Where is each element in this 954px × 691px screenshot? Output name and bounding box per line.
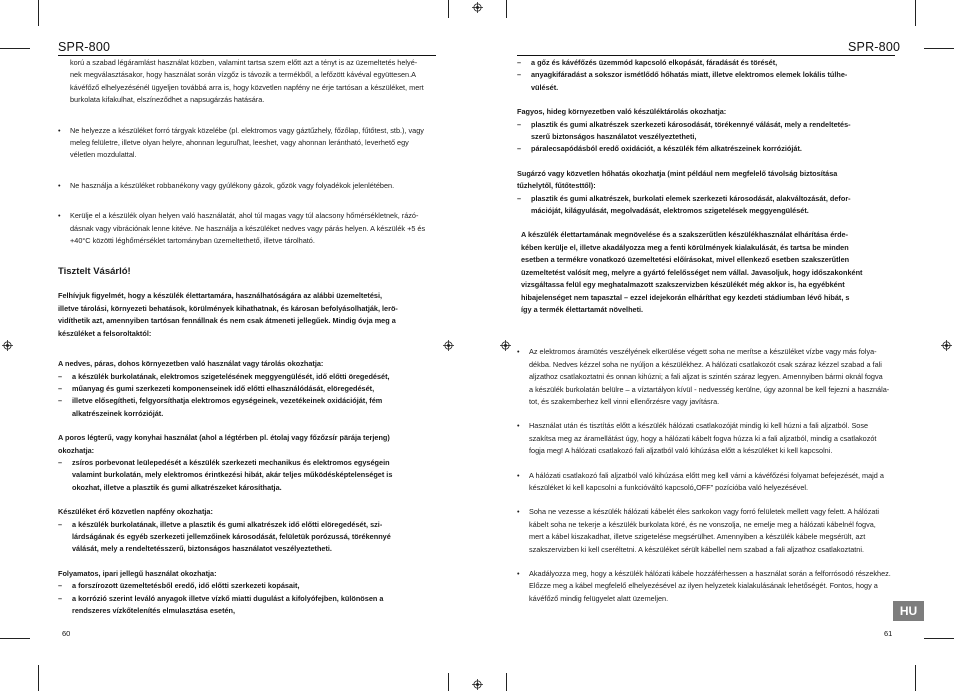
spacer	[517, 156, 894, 168]
attention-line: vidíthetik azt, amennyiben tartósan fennállnak és nem csak átmeneti jellegűek. Mindig óvja meg a	[58, 316, 396, 326]
section-title: Készüléket érő közvetlen napfény okozhatja:	[58, 507, 213, 517]
dash-icon: –	[517, 193, 522, 203]
crop-mark	[924, 48, 954, 49]
crop-mark	[506, 0, 507, 18]
spacer	[58, 107, 433, 125]
section-title: Folyamatos, ipari jellegű használat okozhatja:	[58, 568, 217, 578]
intro-paragraph	[58, 57, 433, 107]
summary-line: vizsgáltassa felül egy meghatalmazott szakszervizben készülékét még akkor is, ha egyébként	[521, 280, 845, 290]
crop-mark	[506, 673, 507, 691]
dash-line: szerű biztonságos használatot veszélyeztetheti,	[531, 132, 697, 142]
bullet-icon: •	[517, 569, 520, 578]
spacer	[517, 94, 894, 106]
dash-icon: –	[58, 581, 63, 591]
dash-line: vülését.	[531, 82, 559, 92]
bullet-line: dékba. Nedves kézzel soha ne nyúljon a készülékhez. A hálózati csatlakozót csak száraz kézzel szabad a fali	[529, 359, 882, 369]
summary-line: üzemeltetést valósít meg, melyre a gyártó felelősséget nem vállal. Javasoljuk, hogy időszakonként	[521, 267, 863, 277]
bullet-line: Az elektromos áramütés veszélyének elkerülése végett soha ne merítse a készüléket vízbe vagy más folya-	[529, 347, 877, 357]
crop-mark	[448, 0, 449, 18]
dash-item	[517, 69, 894, 94]
spacer	[58, 278, 433, 290]
dash-line: plasztik és gumi alkatrészek szerkezeti károsodását, törékennyé válását, mely a rendeltetés-	[531, 119, 851, 129]
section-title: A poros légterű, vagy konyhai használat (ahol a légtérben pl. étolaj vagy főzőzsír pärája terjeng)	[58, 433, 390, 443]
bullet-line: Előzze meg a kábel megfelelő elhelyezésével az ilyen helyzetek kialakulásának lehetőségét. Fontos, hogy a	[529, 581, 878, 591]
crop-mark	[0, 638, 30, 639]
dash-item	[58, 383, 433, 395]
crop-mark	[448, 673, 449, 691]
model-title-right: SPR-800	[848, 40, 901, 54]
dash-item	[58, 371, 433, 383]
summary-line: hibajelenséget nem tapasztal – ezzel idejekorán elháríthat egy kezdeti stádiumban lévő hibát, s	[521, 292, 850, 302]
bullet-item	[517, 470, 894, 495]
dash-line: műanyag és gumi szerkezeti komponenseinek idő előtti elhasználódását, elöregedését,	[72, 383, 375, 393]
spacer	[58, 340, 433, 358]
registration-mark-icon	[443, 340, 454, 351]
dash-line: válását, mely a rendeltetésszerű, biztonságos használatot veszélyeztetheti.	[72, 544, 332, 554]
dash-line: alkatrészeinek korrózióját.	[72, 408, 164, 418]
section-heading: Tisztelt Vásárló!	[58, 266, 131, 278]
bullet-line: Akadályozza meg, hogy a készülék hálózati kábele hozzáférhessen a használat során a felforrósodó részekhez.	[529, 569, 891, 578]
dash-line: plasztik és gumi alkatrészek, burkolati elemek szerkezeti károsodását, alakváltozását, defor-	[531, 193, 851, 203]
section-title: Sugárzó vagy közvetlen hőhatás okozhatja (mint például nem megfelelő távolság biztosítása	[517, 168, 838, 178]
bullet-item	[517, 420, 894, 457]
bullet-line: Soha ne vezesse a készülék hálózati kábelét éles sarkokon vagy forró felületek mellett vagy felett. A hálózati	[529, 507, 880, 517]
crop-mark	[924, 638, 954, 639]
spacer	[517, 556, 894, 568]
dash-icon: –	[517, 70, 522, 80]
dash-item	[58, 593, 433, 618]
bullet-line: +40°C közötti léghőmérséklet tartományban üzemeltethető, illetve tárolható.	[70, 236, 315, 246]
dash-item	[517, 143, 894, 155]
intro-line: korú a szabad légáramlást használat közben, valamint tartsa szem előtt azt a tényt is az üzemeltetés helyé-	[70, 58, 418, 67]
bullet-icon: •	[517, 470, 520, 480]
dash-icon: –	[517, 119, 522, 129]
dash-item	[58, 395, 433, 420]
registration-mark-icon	[941, 340, 952, 351]
dash-icon: –	[517, 144, 522, 154]
bullet-line: szakítsa meg az áramellátást úgy, hogy a hálózati kábelt fogva húzza ki a fali aljzatból, mindig a csatlakozót	[529, 433, 877, 443]
spacer	[58, 420, 433, 432]
bullet-icon: •	[517, 507, 520, 517]
left-page-content	[58, 57, 433, 617]
page-number-left: 60	[62, 629, 71, 638]
section-title: Fagyos, hideg környezetben való készüléktárolás okozhatja:	[517, 107, 727, 117]
section-title: okozhatja:	[58, 445, 95, 455]
model-title-left: SPR-800	[58, 40, 111, 54]
spacer	[58, 247, 433, 265]
bullet-item	[58, 180, 433, 192]
summary-line: így a termék élettartamát növelheti.	[521, 304, 644, 314]
attention-line: Felhívjuk figyelmét, hogy a készülék élettartamára, használhatóságára az alábbi üzemeltetési,	[58, 291, 383, 301]
spacer	[517, 217, 894, 229]
registration-mark-icon	[2, 340, 13, 351]
dash-item	[517, 119, 894, 144]
bullet-line: kábelt soha ne tekerje a készülék burkolata köré, és ne vonszolja, ne emelje meg a hálózati kábelnél fogva,	[529, 519, 876, 529]
bullet-line: Használat után és tisztítás előtt a készülék hálózati csatlakozóját mindig ki kell húzni a fali aljzatból. Sose	[529, 421, 869, 431]
spacer	[517, 458, 894, 470]
dash-line: anyagkifáradást a sokszor ismétlődő hőhatás miatt, illetve elektromos elemek lokális túlhe-	[531, 70, 848, 80]
dash-line: mációját, kilágyulását, megolvadását, elektromos szigetelések meggyengülését.	[531, 206, 809, 216]
bullet-line: aljzathoz csatlakoztatni és onnan kihúzni; a fali aljzat is szintén száraz legyen. Amennyiben bármi oknál fogva	[529, 372, 883, 382]
dash-item	[58, 457, 433, 494]
bullet-line: kávéfőző mindig felügyelet alatt üzemeljen.	[529, 593, 669, 603]
spacer	[58, 494, 433, 506]
bullet-icon: •	[58, 211, 61, 221]
attention-line: készüléket a felsoroltaktól:	[58, 328, 152, 338]
bullet-line: Ne használja a készüléket robbanékony vagy gyúlékony gázok, gőzök vagy folyadékok jelenlétében.	[70, 180, 395, 190]
bullet-line: véletlen mozdulattal.	[70, 150, 137, 160]
section-title: tűzhelytől, fűtőtesttől):	[517, 181, 596, 191]
bullet-icon: •	[517, 421, 520, 431]
dash-item	[517, 193, 894, 218]
bullet-item	[517, 506, 894, 556]
spacer	[58, 192, 433, 210]
intro-line: kávéfőző elhelyezésénél ügyeljen továbbá arra is, hogy közvetlen napfény ne érje tartósan a készüléket, mert	[70, 82, 424, 92]
registration-mark-icon	[472, 2, 483, 13]
bullet-icon: •	[517, 347, 520, 357]
dash-icon: –	[58, 457, 63, 467]
summary-paragraph	[517, 229, 894, 316]
summary-line: kében kerülje el, illetve akadályozza meg a fenti körülmények kialakulását, és tartsa be minden	[521, 242, 849, 252]
dash-item	[58, 580, 433, 592]
registration-mark-icon	[500, 340, 511, 351]
dash-line: a készülék burkolatának, elektromos szigetelésének meggyengülését, idő előtti öregedését,	[72, 371, 390, 381]
spacer	[58, 556, 433, 568]
dash-line: valamint burkolatán, mely elektromos érintkezési hibát, akár teljes működésképtelenséget is	[72, 470, 393, 480]
crop-mark	[915, 0, 916, 26]
dash-line: lárdságának és egyéb szerkezeti jellemzőinek károsodását, felületük porózussá, törékennyé	[72, 531, 391, 541]
bullet-line: A hálózati csatlakozó fali aljzatból való kihúzása előtt meg kell várni a kávéfőzési folyamat befejezését, majd a	[529, 470, 884, 480]
bullet-line: készüléket ki kell kapcsolni a funkcióváltó kapcsoló„OFF” pozícióba való helyezésével.	[529, 482, 809, 492]
dash-item	[58, 519, 433, 556]
dash-line: a készülék burkolatának, illetve a plasztik és gumi alkatrészek idő előtti elöregedését, szi-	[72, 519, 383, 529]
summary-line: A készülék élettartamának megnövelése és a szakszerűtlen készülékhasználat elhárítása érde-	[521, 230, 849, 240]
dash-icon: –	[58, 519, 63, 529]
bullet-item	[517, 346, 894, 408]
dash-line: a gőz és kávéfőzés üzemmód kapcsoló elkopását, fáradását és törését,	[531, 58, 778, 67]
dash-line: okozhat, illetve a plasztik és gumi alkatrészeket károsíthatja.	[72, 482, 282, 492]
crop-mark	[0, 48, 30, 49]
intro-line: burkolata kifakulhat, elszíneződhet a napsugárzás hatására.	[70, 95, 265, 105]
right-page-content	[517, 57, 894, 605]
summary-line: esetben a termékre vonatkozó üzemeltetési előírásokat, mivel ellenkező esetben szakszerűtlen	[521, 255, 850, 265]
section-title: A nedves, páras, dohos környezetben való használat vagy tárolás okozhatja:	[58, 359, 324, 369]
bullet-line: Ne helyezze a készüléket forró tárgyak közelébe (pl. elektromos vagy gáztűzhely, főzőlap, fűtőtest, stb.), vagy	[70, 125, 424, 135]
spacer	[58, 162, 433, 180]
bullet-line: Kerülje el a készülék olyan helyen való használatát, ahol túl magas vagy túl alacsony hőmérsékletnek, rázó-	[70, 211, 419, 221]
spacer	[517, 408, 894, 420]
spacer	[517, 494, 894, 506]
spacer	[517, 316, 894, 346]
dash-line: páralecsapódásból eredő oxidációt, a készülék fém alkatrészeinek korrózióját.	[531, 144, 802, 154]
bullet-icon: •	[58, 180, 61, 190]
dash-item	[517, 57, 894, 69]
dash-icon: –	[58, 593, 63, 603]
bullet-icon: •	[58, 125, 61, 135]
dash-line: a forszírozott üzemeltetésből eredő, idő előtti szerkezeti kopásait,	[72, 581, 300, 591]
bullet-item	[58, 210, 433, 247]
dash-icon: –	[517, 58, 522, 67]
bullet-line: dásnak vagy vibrációnak lenne kitéve. Ne használja a készüléket nedves vagy párás helyen. A készülék +5 és	[70, 223, 426, 233]
crop-mark	[38, 665, 39, 691]
language-tab: HU	[893, 601, 924, 621]
dash-line: rendszeres vízkőtelenítés elmulasztása esetén,	[72, 606, 236, 615]
dash-line: zsíros porbevonat leülepedését a készülék szerkezeti mechanikus és elektromos egységein	[72, 457, 390, 467]
bullet-line: a készülék burkolatán belülre – a víztartályon kívül - nedvesség kerülne, úgy azonnal be kell fejezni a használa-	[529, 384, 890, 394]
dash-icon: –	[58, 383, 63, 393]
header-rule-left	[58, 55, 436, 56]
intro-line: nek megválasztásakor, hogy használat során vízgőz is távozik a termékből, a lefőzött kávéval együttesen.A	[70, 70, 416, 80]
bullet-item	[58, 125, 433, 162]
dash-icon: –	[58, 396, 63, 406]
bullet-line: fogja meg! A hálózati csatlakozó fali aljzatból való kihúzása előtt a készüléket ki kell kapcsolni.	[529, 446, 833, 456]
dash-icon: –	[58, 371, 63, 381]
header-rule-right	[517, 55, 895, 56]
dash-line: a korrózió szerint leváló anyagok illetve vízkő miatti dugulást a kifolyófejben, különösen a	[72, 593, 384, 603]
registration-mark-icon	[472, 679, 483, 690]
bullet-line: tot, és szakemberhez kell vinni ellenőrzésre vagy javításra.	[529, 396, 720, 406]
bullet-line: mert a kábel kiszakadhat, illetve szigetelése megsérülhet. Amennyiben a készülék kábele megsérült, azt	[529, 532, 866, 542]
page-number-right: 61	[884, 629, 893, 638]
crop-mark	[38, 0, 39, 26]
bullet-line: meleg felületre, illetve olyan helyre, ahonnan leguruľhat, leeshet, vagy ahonnan lerántható, leverhető egy	[70, 138, 409, 148]
dash-line: illetve elősegítheti, felgyorsíthatja elektromos egységeinek, vezetékeinek oxidációját, fém	[72, 396, 383, 406]
bullet-item	[517, 568, 894, 605]
bullet-line: szakszervizben ki kell cseréltetni. A készüléket sérült kábellel nem szabad a fali aljzathoz csatlakoztatni.	[529, 544, 865, 554]
attention-line: illetve tárolási, környezeti behatások, körülmények kihathatnak, és károsan befolyásolhatják, lerö-	[58, 303, 398, 313]
crop-mark	[915, 665, 916, 691]
